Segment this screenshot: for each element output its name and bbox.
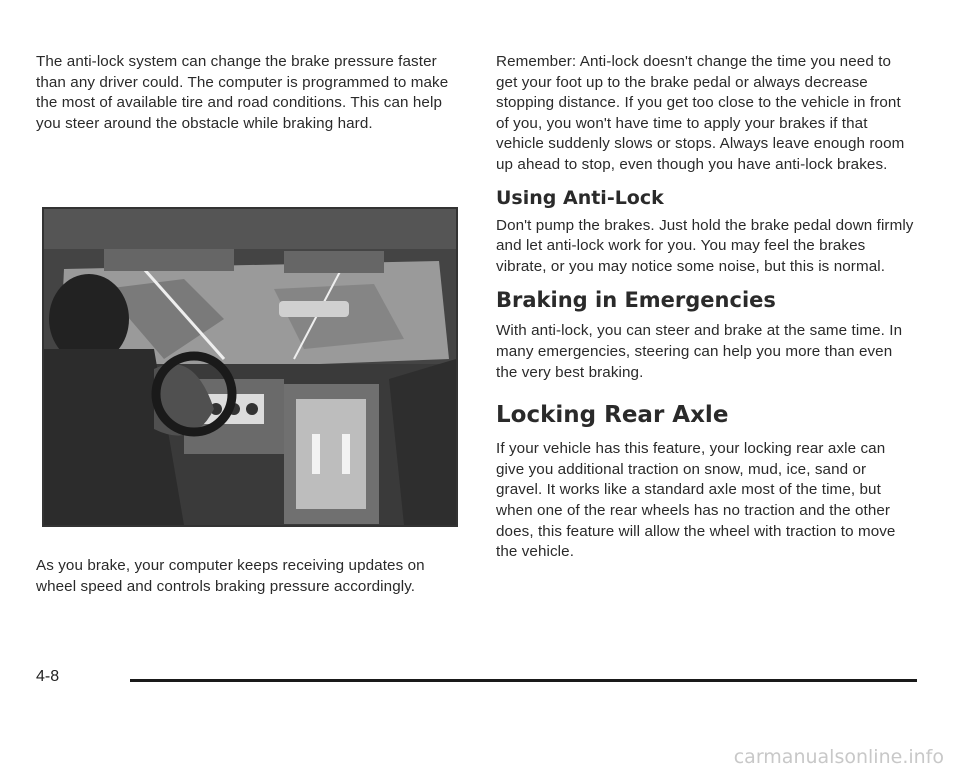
figure-caption-block — [36, 556, 456, 597]
section-heading-locking-rear-axle: Locking Rear Axle — [496, 402, 729, 429]
section-body-using-anti-lock: Don't pump the brakes. Just hold the brake pedal down firmly and let anti-lock work for you. You may feel the brakes vibrate, or you may notice some noise, but this is normal. — [496, 216, 914, 275]
intro-paragraph: The anti-lock system can change the brake pressure faster than any driver could. The computer is programmed to make the most of available tire and road conditions. This can help you steer around the obstacle while braking hard. — [36, 53, 449, 132]
remember-paragraph: Remember: Anti-lock doesn't change the time you need to get your foot up to the brake pedal or always decrease stopping distance. If you get too close to the vehicle in front of you, you won't have time to apply your brakes if that vehicle suddenly slows or stops. Always leave enough room up ahead to stop, even though you have anti-lock brakes. — [496, 53, 905, 173]
section-heading-braking-emergencies: Braking in Emergencies — [496, 288, 776, 313]
driver-braking-illustration — [42, 207, 458, 527]
section-body-locking-rear-axle: If your vehicle has this feature, your locking rear axle can give you additional traction on snow, mud, ice, sand or gravel. It works like a standard axle most of the time, but when one of the rear wheels has no traction and the other does, this feature will allow the wheel with traction to move the vehicle. — [496, 440, 896, 561]
section-heading-using-anti-lock: Using Anti-Lock — [496, 186, 664, 209]
illustration-drawing — [44, 209, 456, 525]
figure-caption: As you brake, your computer keeps receiving updates on wheel speed and controls braking pressure accordingly. — [36, 557, 425, 595]
left-column — [36, 52, 456, 134]
footer-rule — [130, 679, 917, 682]
section-body-braking-emergencies: With anti-lock, you can steer and brake at the same time. In many emergencies, steering can help you more than even the very best braking. — [496, 322, 903, 381]
right-column — [496, 52, 916, 563]
watermark: carmanualsonline.info — [733, 746, 944, 768]
page-number: 4-8 — [36, 668, 60, 685]
